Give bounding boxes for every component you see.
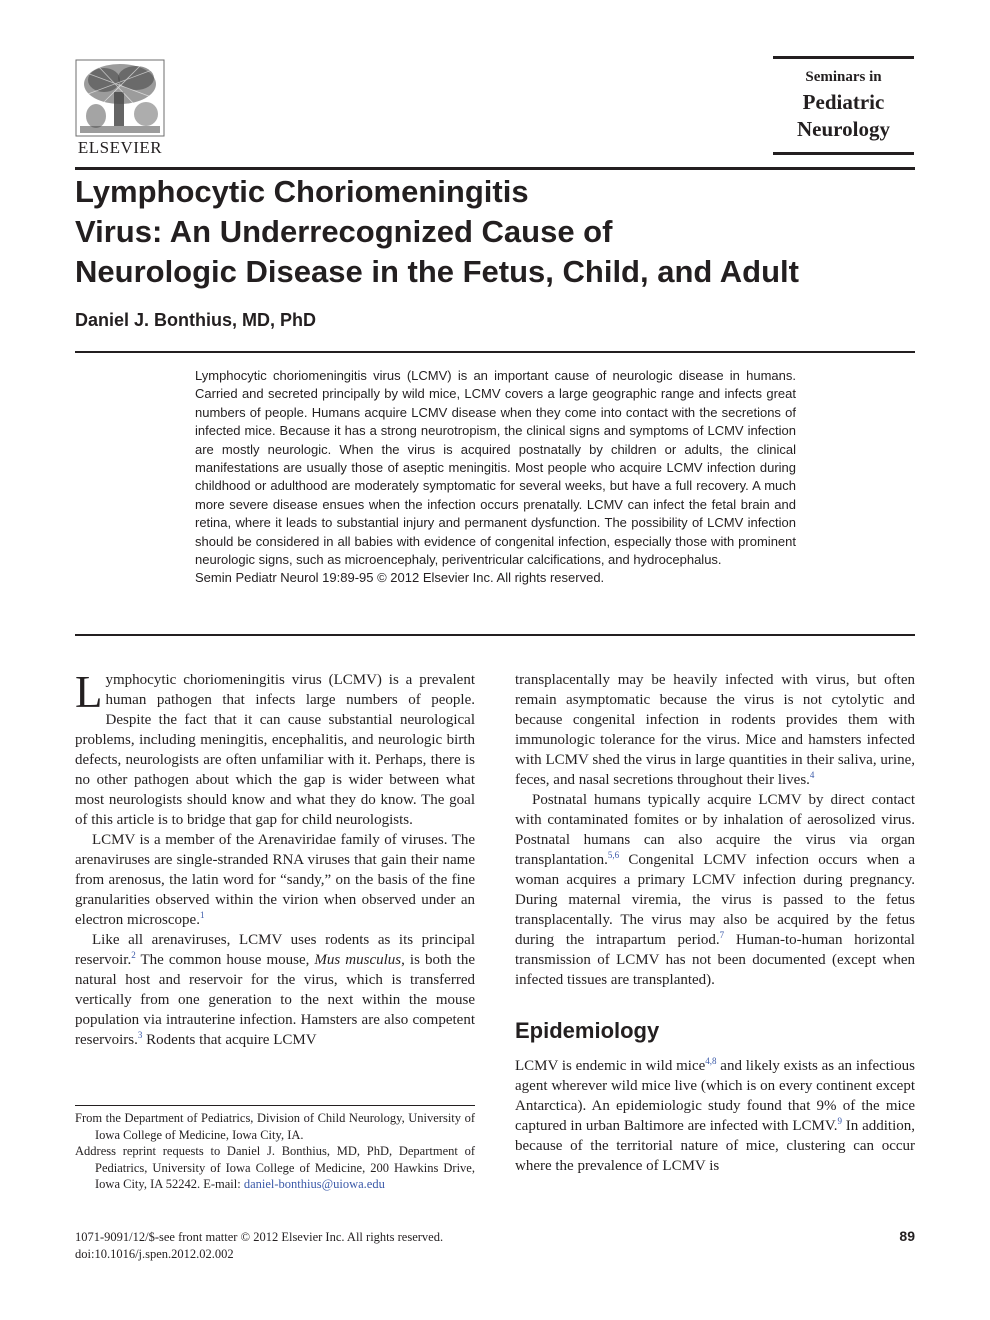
footnote-divider	[75, 1105, 475, 1106]
reference-link[interactable]: 2	[131, 950, 136, 960]
reference-link[interactable]: 1	[199, 910, 205, 920]
drop-cap: L	[75, 667, 103, 717]
paragraph-text: LCMV is endemic in wild mice	[515, 1058, 706, 1074]
abstract-block	[195, 367, 796, 588]
paragraph-text: Rodents that acquire LCMV	[142, 1032, 317, 1048]
intro-text: ymphocytic choriomeningitis virus (LCMV) is a prevalent human pathogen that infects large numbers of people. Despite the fact that it can cause substantial neurological problems, including meningitis, encephalitis, and neurologic birth defects, neurologists are often unfamiliar with it. Perhaps, there is no other pathogen about which the gap is wider between what most neurologists should know and what they do know. The goal of this article is to bridge that gap for child neurologists.	[75, 672, 475, 828]
abstract-text: Lymphocytic choriomeningitis virus (LCMV) is an important cause of neurologic disease in humans. Carried and secreted principally by wild mice, LCMV covers a large geographic range and infects great numbers of people. Humans acquire LCMV disease when they come into contact with the secretions of infected mice. Because it has a strong neurotropism, the clinical signs and symptoms of LCMV infection are mostly neurologic. When the virus is acquired postnatally by children or adults, the clinical manifestations are usually those of aseptic meningitis. Most people who acquire LCMV infection during childhood or adulthood are moderately symptomatic for several weeks, but have a full recovery. A much more severe disease ensues when the infection occurs prenatally. LCMV can infect the fetal brain and retina, where it leads to substantial injury and permanent dysfunction. The possibility of LCMV infection should be considered in all babies with evidence of congenital infection, especially those with prominent neurologic signs, such as microencephaly, periventricular calcifications, and hydrocephalus.	[195, 368, 796, 568]
correspondence-note	[75, 1143, 475, 1193]
doi-line: doi:10.1016/j.spen.2012.02.002	[75, 1246, 234, 1261]
title-line-1: Lymphocytic Choriomeningitis	[75, 174, 529, 209]
paragraph-text: The common house mouse,	[135, 952, 315, 968]
title-line-2: Virus: An Underrecognized Cause of	[75, 214, 613, 249]
reference-link[interactable]: 4	[809, 770, 815, 780]
affiliation-note: From the Department of Pediatrics, Division of Child Neurology, University of Iowa College of Medicine, Iowa City, IA.	[75, 1111, 475, 1142]
header-divider	[75, 167, 915, 170]
paragraph-text: Human-to-human horizontal transmission of LCMV has not been documented (except when infected tissues are transplanted).	[515, 932, 915, 988]
issn-line: 1071-9091/12/$-see front matter © 2012 Elsevier Inc. All rights reserved.	[75, 1230, 444, 1244]
body-column-right	[515, 670, 915, 1176]
body-column-left	[75, 667, 476, 1050]
journal-masthead	[773, 56, 914, 156]
abstract-top-rule	[75, 351, 915, 353]
masthead-top-rule	[773, 56, 914, 59]
publication-info	[75, 1229, 443, 1262]
elsevier-tree-icon	[74, 58, 166, 138]
abstract-citation: Semin Pediatr Neurol 19:89-95 © 2012 Elsevier Inc. All rights reserved.	[195, 570, 605, 586]
section-heading-epidemiology: Epidemiology	[515, 1018, 660, 1043]
publisher-wordmark: ELSEVIER	[77, 138, 163, 157]
reference-link[interactable]: 3	[137, 1030, 143, 1040]
author-line: Daniel J. Bonthius, MD, PhD	[75, 310, 317, 330]
email-link[interactable]: daniel-bonthius@uiowa.edu	[243, 1177, 385, 1191]
abstract-bottom-rule	[75, 634, 915, 636]
journal-name-line3: Neurology	[797, 117, 890, 141]
paragraph-transplacental	[515, 670, 915, 790]
intro-paragraph	[75, 667, 475, 830]
journal-name-line1: Seminars in	[805, 69, 882, 85]
paragraph-text: and likely exists as an infectious agent wherever wild mice live (which is on every continent except Antarctica). An epidemiologic study found that 9% of the mice captured in urban Baltimore are infected with LCMV.	[515, 1058, 915, 1134]
paragraph-text: Congenital LCMV infection occurs when a woman acquires a primary LCMV infection during pregnancy. During maternal viremia, the virus is passed to the fetus transplacentally. The virus may also be acquired by the fetus during the intrapartum period.	[515, 852, 915, 948]
correspondence-text: Address reprint requests to Daniel J. Bonthius, MD, PhD, Department of Pediatrics, University of Iowa College of Medicine, 200 Hawkins Drive, Iowa City, IA 52242. E-mail:	[75, 1144, 475, 1191]
paragraph-text: , is both the natural host and reservoir for the virus, which is transferred vertically from one generation to the next within the mouse population via intrauterine infection. Hamsters are also competent reservoirs.	[75, 952, 476, 1048]
article-title	[75, 172, 915, 292]
title-line-3: Neurologic Disease in the Fetus, Child, and Adult	[75, 254, 799, 289]
footnotes	[75, 1110, 475, 1193]
species-name: Mus musculus	[314, 952, 402, 968]
page-number: 89	[899, 1228, 915, 1244]
paragraph-text: Postnatal humans typically acquire LCMV by direct contact with contaminated fomites or by inhalation of aerosolized virus. Postnatal humans can also acquire the virus via organ transplantation.	[515, 792, 915, 868]
reference-link[interactable]: 5,6	[607, 850, 620, 860]
paragraph-text: LCMV is a member of the Arenaviridae family of viruses. The arenaviruses are single-stranded RNA viruses that gain their name from arenosus, the latin word for “sandy,” on the basis of the fine granularities observed within the virion when observed under an electron microscope.	[75, 832, 475, 928]
masthead-bottom-rule	[773, 152, 914, 155]
reference-link[interactable]: 7	[719, 930, 725, 940]
paragraph-text: In addition, because of the territorial nature of mice, clustering can occur where the prevalence of LCMV is	[515, 1118, 915, 1174]
paragraph-reservoir	[75, 930, 475, 1050]
elsevier-logo	[74, 58, 166, 158]
paragraph-text: transplacentally may be heavily infected with virus, but often remain asymptomatic because the virus is not cytolytic and because congenital infection in rodents provides them with immunologic tolerance for the virus. Mice and hamsters infected with LCMV shed the virus in large quantities in their saliva, urine, feces, and nasal secretions throughout their lives.	[515, 672, 915, 788]
journal-name-line2: Pediatric	[802, 90, 885, 114]
reference-link[interactable]: 4,8	[705, 1056, 717, 1066]
paragraph-postnatal	[515, 790, 915, 990]
reference-link[interactable]: 9	[837, 1116, 842, 1126]
paragraph-text: Like all arenaviruses, LCMV uses rodents as its principal reservoir.	[75, 932, 475, 968]
paragraph-arenaviridae	[75, 830, 475, 930]
paragraph-epidemiology	[515, 1056, 915, 1176]
